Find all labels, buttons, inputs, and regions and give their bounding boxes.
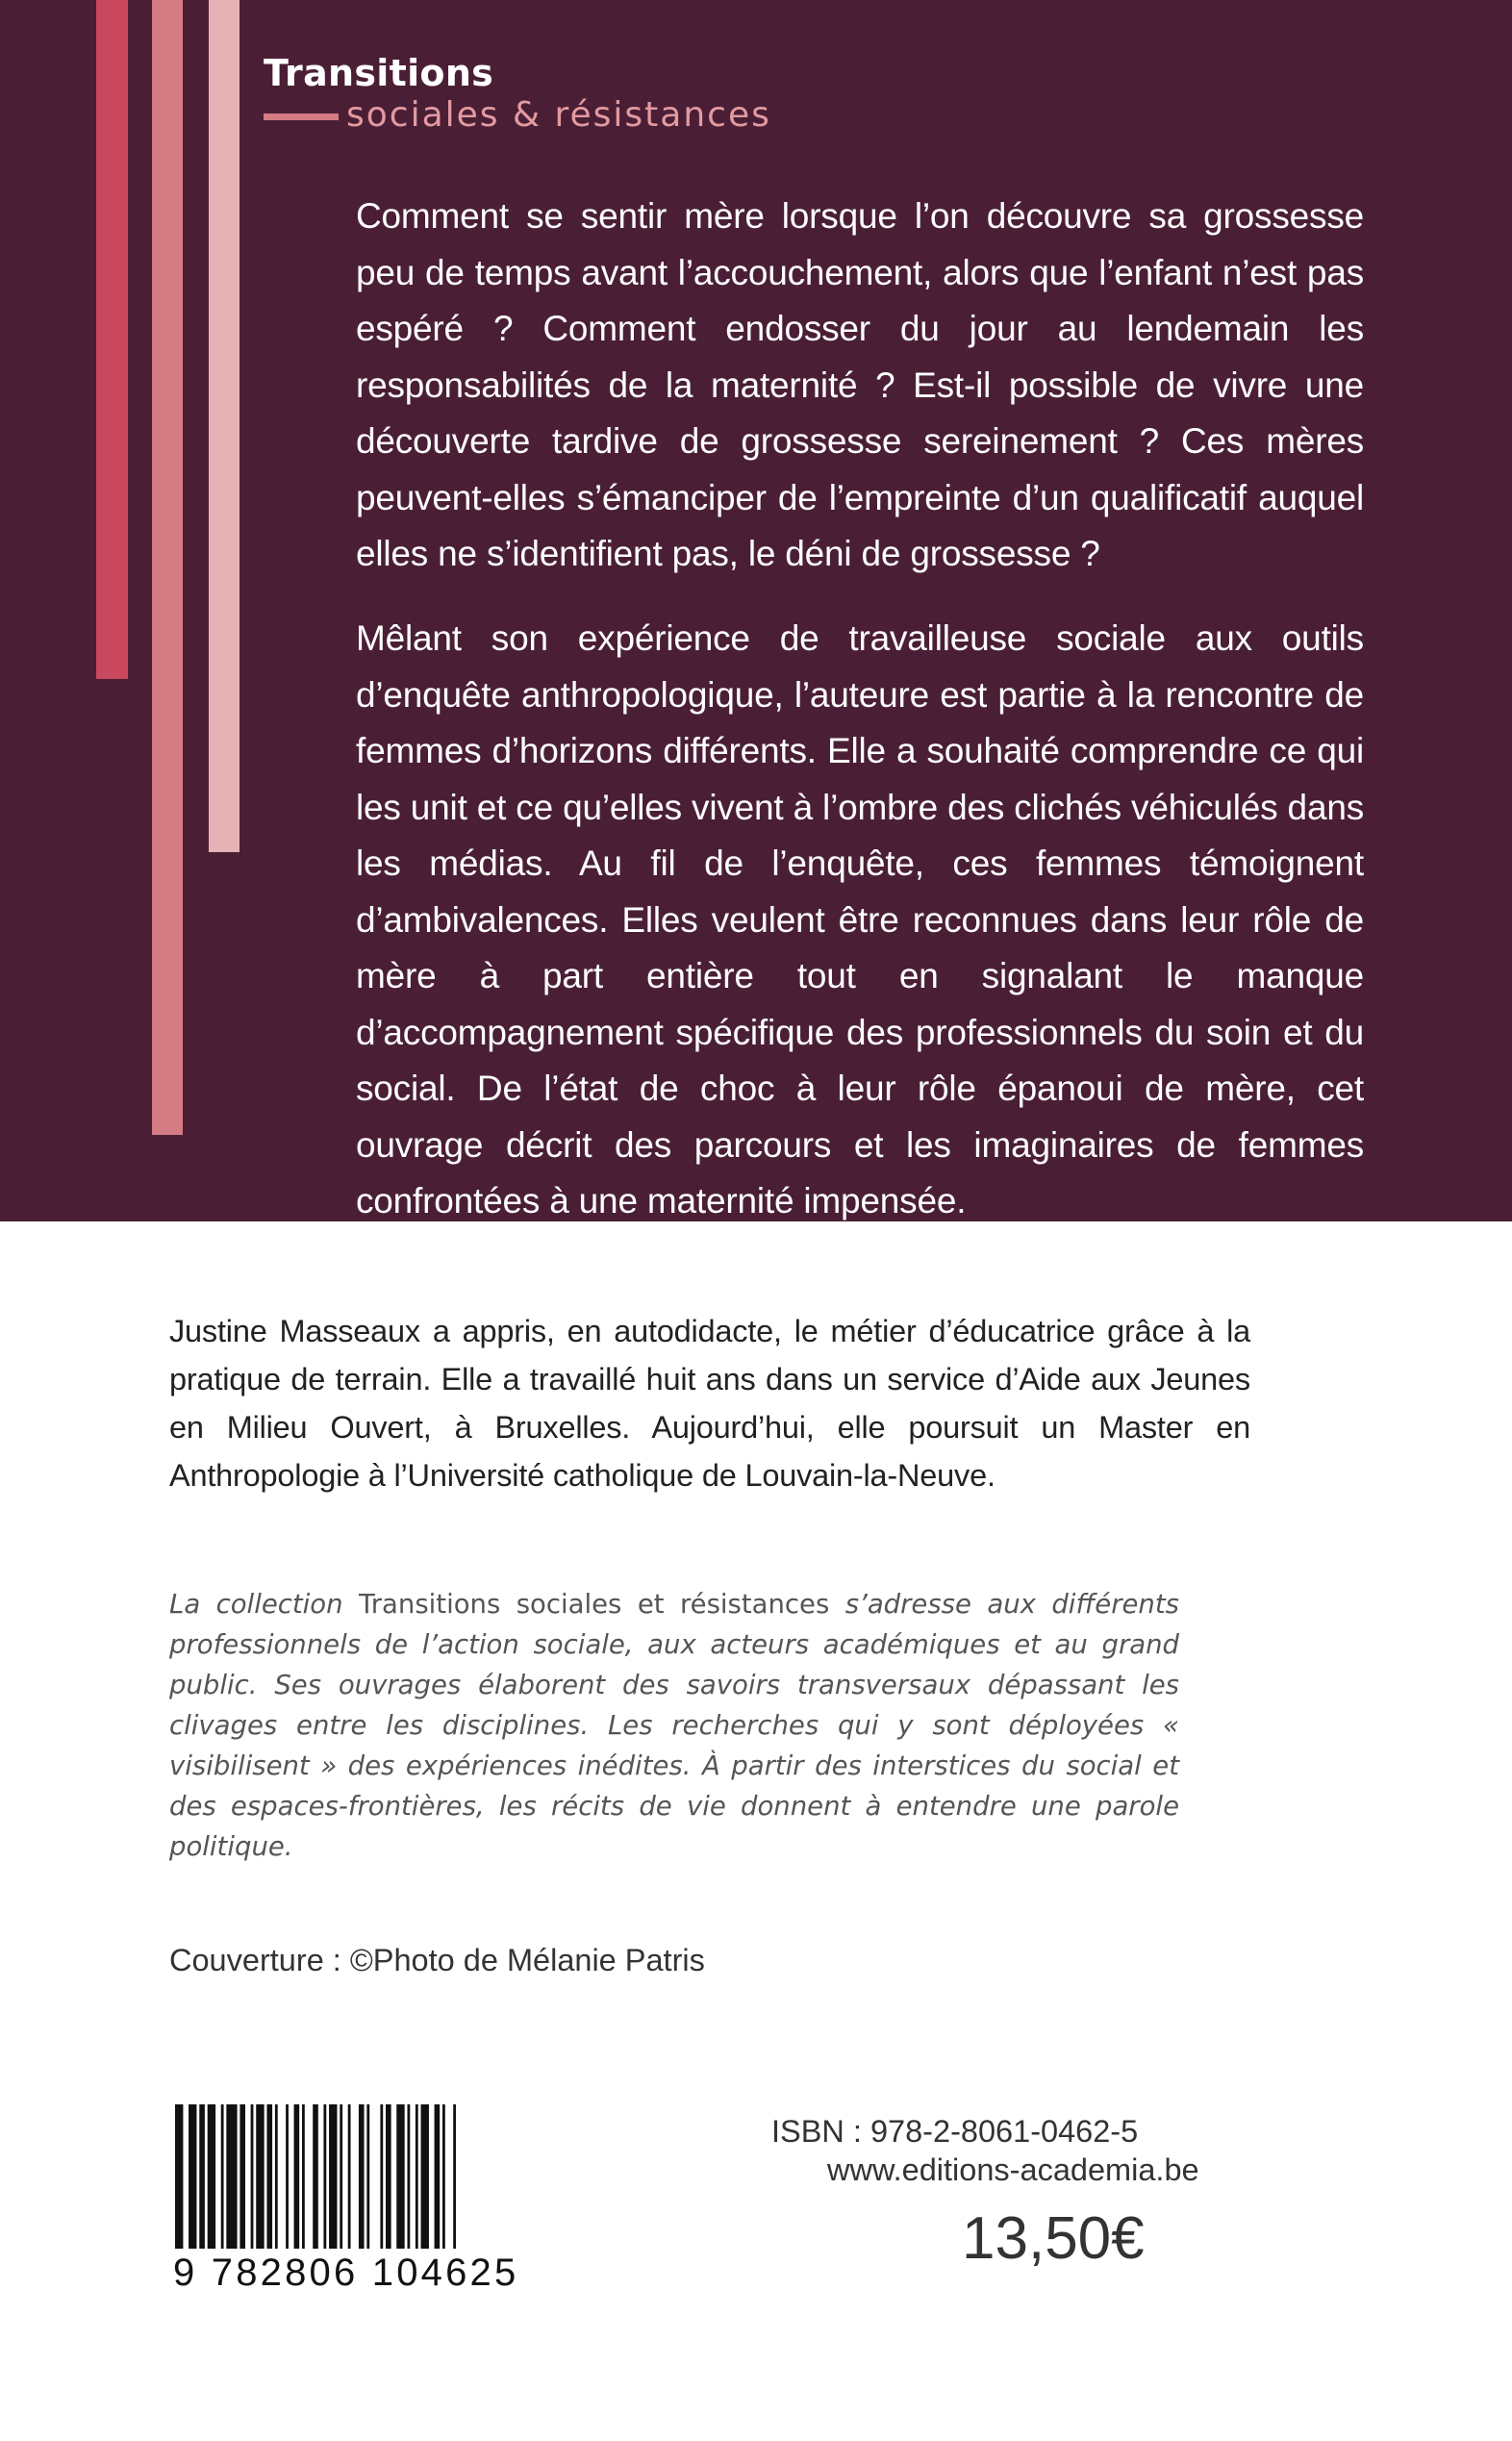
barcode-bar — [208, 2104, 215, 2249]
barcode-bar — [251, 2104, 254, 2249]
description-paragraph-2: Mêlant son expérience de travailleuse sociale aux outils d’enquête anthropologique, l’auteure est partie à la rencontre de femmes d’horizons différents. Elle a souhaité comprendre ce qui les unit et ce qu’elles vivent à l’ombre des clichés véhiculés dans les médias. Au fil de l’enquête, ces femmes témoignent d’ambivalences. Elles veulent être reconnues dans leur rôle de mère à part entière tout en signalant le manque d’accompagnement spécifique des professionnels du soin et du social. De l’état de choc à leur rôle épanoui de mère, cet ouvrage décrit des parcours et les imaginaires de femmes confrontées à une maternité impensée. — [356, 618, 1364, 1220]
collection-note — [169, 1584, 1179, 1867]
logo-bar — [264, 113, 339, 120]
barcode-bar — [416, 2104, 418, 2249]
barcode-bar — [435, 2104, 441, 2249]
logo-title: Transitions — [264, 52, 494, 94]
barcode-bar — [340, 2104, 342, 2249]
barcode-bar — [302, 2104, 305, 2249]
barcode-number: 9 782806 104625 — [173, 2252, 519, 2294]
barcode-bar — [313, 2104, 318, 2249]
barcode-bar — [286, 2104, 289, 2249]
cover-credit: Couverture : ©Photo de Mélanie Patris — [169, 1943, 705, 1977]
barcode-bars — [173, 2104, 529, 2258]
barcode-bar — [442, 2104, 445, 2249]
barcode-bar — [359, 2104, 365, 2249]
author-bio: Justine Masseaux a appris, en autodidacte, le métier d’éducatrice grâce à la pratique de terrain. Elle a travaillé huit ans dans un service d’Aide aux Jeunes en Milieu Ouvert, à Bruxelles. Aujourd’hui, elle poursuit un Master en Anthropologie à l’Université catholique de Louvain-la-Neuve. — [169, 1314, 1250, 1493]
barcode-bar — [323, 2104, 326, 2249]
isbn: ISBN : 978-2-8061-0462-5 — [771, 2114, 1139, 2149]
barcode-bar — [199, 2104, 205, 2249]
barcode — [173, 2104, 529, 2297]
barcode-bar — [366, 2104, 369, 2249]
barcode-bar — [256, 2104, 264, 2249]
barcode-bar — [266, 2104, 272, 2249]
price: 13,50€ — [962, 2205, 1145, 2272]
barcode-bar — [407, 2104, 410, 2249]
logo-subtitle: sociales & résistances — [346, 95, 771, 135]
decorative-stripe-pink — [209, 0, 239, 852]
description-paragraph-1: Comment se sentir mère lorsque l’on découvre sa grossesse peu de temps avant l’accouchement, alors que l’enfant n’est pas espéré ? Comment endosser du jour au lendemain les responsabilités de la maternité ? Est-il possible de vivre une découverte tardive de grossesse sereinement ? Ces mères peuvent-elles s’émanciper de l’empreinte d’un qualificatif auquel elles ne s’identifient pas, le déni de grossesse ? — [356, 196, 1364, 573]
barcode-bar — [386, 2104, 391, 2249]
barcode-bar — [421, 2104, 429, 2249]
barcode-bar — [226, 2104, 237, 2249]
publisher-website[interactable]: www.editions-academia.be — [827, 2152, 1199, 2187]
collection-name: Transitions sociales et résistances — [358, 1589, 830, 1620]
barcode-bar — [221, 2104, 224, 2249]
barcode-bar — [396, 2104, 404, 2249]
barcode-bar — [239, 2104, 245, 2249]
decorative-stripe-red — [96, 0, 128, 679]
collection-text: s’adresse aux différents professionnels de l’action sociale, aux acteurs académiques et au grand public. Ses ouvrages élaborent des savoirs transversaux dépassant les clivages entre les disciplines. Les recherches qui y sont déployées « visibilisent » des expériences inédites. À partir des interstices du social et des espaces-frontières, les récits de vie donnent à entendre une parole politique. — [169, 1589, 1179, 1862]
decorative-stripe-rose — [152, 0, 183, 1135]
barcode-bar — [329, 2104, 337, 2249]
collection-logo — [264, 50, 771, 135]
barcode-bar — [189, 2104, 196, 2249]
barcode-bar — [380, 2104, 383, 2249]
barcode-bar — [453, 2104, 456, 2249]
barcode-bar — [348, 2104, 351, 2249]
collection-intro: La collection — [169, 1589, 359, 1620]
barcode-bar — [175, 2104, 183, 2249]
barcode-bar — [294, 2104, 300, 2249]
barcode-bar — [275, 2104, 278, 2249]
